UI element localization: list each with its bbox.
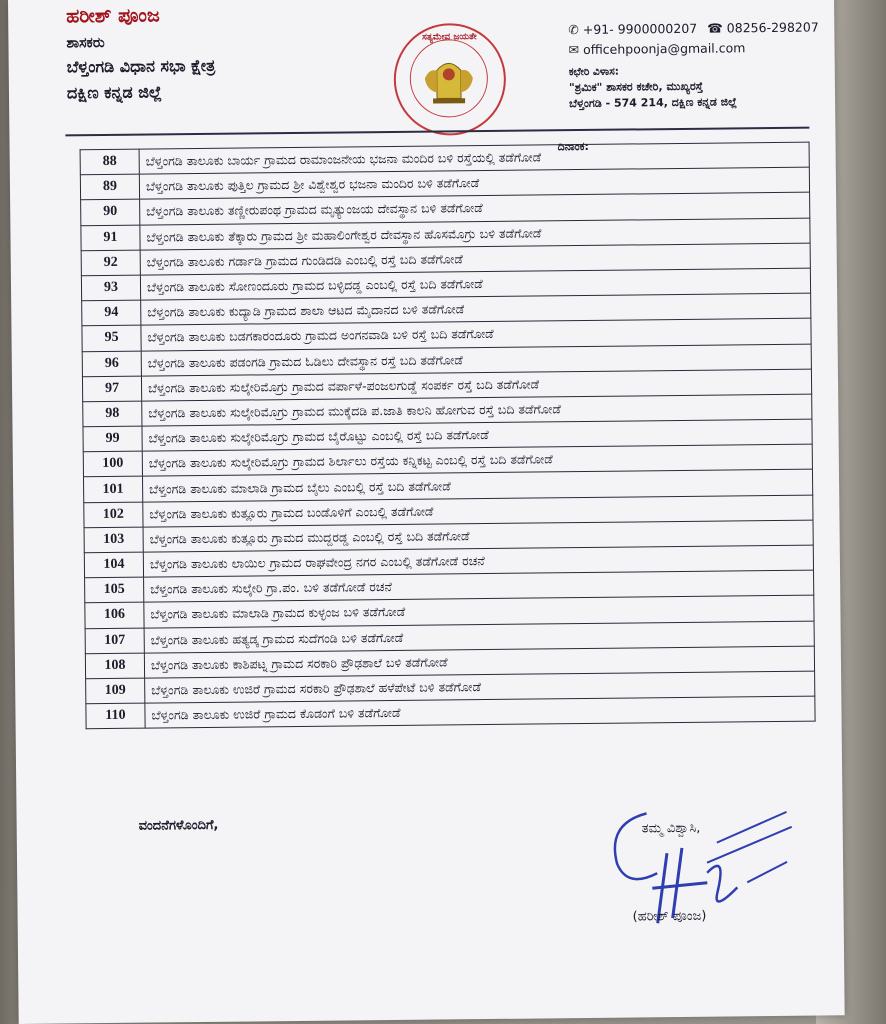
row-number: 103 xyxy=(84,527,143,553)
row-number: 92 xyxy=(81,250,140,276)
mobile-icon: ✆ xyxy=(568,22,579,38)
row-description: ಬೆಳ್ತಂಗಡಿ ತಾಲೂಕು ತಣ್ಣೀರುಪಂಥ ಗ್ರಾಮದ ಮೃತ್ಯುಂಜಯ ದೇವಸ್ಥಾನ ಬಳಿ ತಡೆಗೋಡೆ xyxy=(140,192,810,224)
row-description: ಬೆಳ್ತಂಗಡಿ ತಾಲೂಕು ಸುಲ್ಕೇರಿ ಗ್ರಾ.ಪಂ. ಬಳಿ ತಡೆಗೋಡೆ ರಚನೆ xyxy=(144,570,814,602)
row-description: ಬೆಳ್ತಂಗಡಿ ತಾಲೂಕು ಗರ್ಡಾಡಿ ಗ್ರಾಮದ ಗುಂಡಿದಡಿ ಎಂಬಲ್ಲಿ ರಸ್ತೆ ಬದಿ ತಡೆಗೋಡೆ xyxy=(140,243,810,275)
row-number: 107 xyxy=(85,628,144,654)
handwritten-signature xyxy=(596,792,798,954)
emblem-icon xyxy=(410,40,487,117)
row-number: 110 xyxy=(86,703,145,729)
row-description: ಬೆಳ್ತಂಗಡಿ ತಾಲೂಕು ಲಾಯಿಲ ಗ್ರಾಮದ ರಾಘವೇಂದ್ರ ನಗರ ಎಂಬಲ್ಲಿ ತಡೆಗೋಡೆ ರಚನೆ xyxy=(143,545,813,577)
mobile-number: +91- 9900000207 xyxy=(582,20,698,37)
row-description: ಬೆಳ್ತಂಗಡಿ ತಾಲೂಕು ಕುತ್ಲೂರು ಗ್ರಾಮದ ಮುದ್ದರಡ್ಡ ಎಂಬಲ್ಲಿ ರಸ್ತೆ ಬದಿ ತಡೆಗೋಡೆ xyxy=(143,520,813,552)
seal-text: ಸತ್ಯಮೇವ ಜಯತೇ xyxy=(422,32,477,43)
phone-number: 08256-298207 xyxy=(726,19,819,36)
row-number: 93 xyxy=(81,275,140,301)
signatory-name: (ಹರೀಶ್ ಪೂಂಜ) xyxy=(632,908,707,925)
row-description: ಬೆಳ್ತಂಗಡಿ ತಾಲೂಕು ತೆಕ್ಕಾರು ಗ್ರಾಮದ ಶ್ರೀ ಮಹಾಲಿಂಗೇಶ್ವರ ದೇವಸ್ಥಾನ ಹೊಸಮೊಗ್ರು ಬಳಿ ತಡೆಗೋಡೆ xyxy=(140,218,810,250)
row-number: 106 xyxy=(85,602,144,628)
row-description: ಬೆಳ್ತಂಗಡಿ ತಾಲೂಕು ಮಾಲಾಡಿ ಗ್ರಾಮದ ಬೈಲು ಎಂಬಲ್ಲಿ ರಸ್ತೆ ಬದಿ ತಡೆಗೋಡೆ xyxy=(142,470,812,502)
row-number: 105 xyxy=(85,577,144,603)
row-number: 96 xyxy=(82,351,141,377)
date-label: ದಿನಾಂಕ: xyxy=(557,139,589,154)
row-number: 94 xyxy=(82,300,141,326)
letter-page xyxy=(8,0,845,1024)
closing-salutation: ವಂದನೆಗಳೊಂದಿಗೆ, xyxy=(138,817,219,834)
row-number: 91 xyxy=(81,225,140,251)
row-number: 95 xyxy=(82,325,141,351)
row-number: 98 xyxy=(83,401,142,427)
row-number: 108 xyxy=(85,653,144,679)
works-table xyxy=(80,139,816,730)
row-description: ಬೆಳ್ತಂಗಡಿ ತಾಲೂಕು ಸುಲ್ಕೇರಿಮೊಗ್ರು ಗ್ರಾಮದ ಬೈರೊಟ್ಟು ಎಂಬಲ್ಲಿ ರಸ್ತೆ ಬದಿ ತಡೆಗೋಡೆ xyxy=(142,419,812,451)
government-seal xyxy=(393,23,506,136)
row-description: ಬೆಳ್ತಂಗಡಿ ತಾಲೂಕು ಸುಲ್ಕೇರಿಮೊಗ್ರು ಗ್ರಾಮದ ಮುಕ್ಕೆದಡಿ ಪ.ಜಾತಿ ಕಾಲನಿ ಹೋಗುವ ರಸ್ತೆ ಬದಿ ತಡೆಗೋಡೆ xyxy=(142,394,812,426)
row-number: 89 xyxy=(80,174,139,200)
phone-icon: ☎ xyxy=(707,20,723,36)
row-number: 104 xyxy=(84,552,143,578)
row-description: ಬೆಳ್ತಂಗಡಿ ತಾಲೂಕು ಕುದ್ಯಾಡಿ ಗ್ರಾಮದ ಶಾಲಾ ಆಟದ ಮೈದಾನದ ಬಳಿ ತಡೆಗೋಡೆ xyxy=(141,293,811,325)
row-description: ಬೆಳ್ತಂಗಡಿ ತಾಲೂಕು ಹತ್ಯಡ್ಕ ಗ್ರಾಮದ ಸುದೆಗಂಡಿ ಬಳಿ ತಡೆಗೋಡೆ xyxy=(144,621,814,653)
address-line-1: "ಶ್ರಮಿಕ" ಶಾಸಕರ ಕಚೇರಿ, ಮುಖ್ಯರಸ್ತೆ xyxy=(568,79,704,95)
row-description: ಬೆಳ್ತಂಗಡಿ ತಾಲೂಕು ಉಜಿರೆ ಗ್ರಾಮದ ಕೊಡಂಗೆ ಬಳಿ ತಡೆಗೋಡೆ xyxy=(145,696,815,728)
signoff: ತಮ್ಮ ವಿಶ್ವಾಸಿ, xyxy=(641,820,701,837)
row-number: 88 xyxy=(80,149,139,175)
row-number: 99 xyxy=(83,426,142,452)
email-address: officehpoonja@gmail.com xyxy=(582,40,746,57)
row-description: ಬೆಳ್ತಂಗಡಿ ತಾಲೂಕು ಕುತ್ಲೂರು ಗ್ರಾಮದ ಬಂಡೊಳಿಗೆ ಎಂಬಲ್ಲಿ ತಡೆಗೋಡೆ xyxy=(143,495,813,527)
seal-inner-ring xyxy=(409,39,488,118)
row-description: ಬೆಳ್ತಂಗಡಿ ತಾಲೂಕು ಸುಲ್ಕೇರಿಮೊಗ್ರು ಗ್ರಾಮದ ವರ್ಪಾಳೆ-ಪಂಜಲಗುಡ್ಡೆ ಸಂಪರ್ಕ ರಸ್ತೆ ಬದಿ ತಡೆಗೋಡೆ xyxy=(141,369,811,401)
row-description: ಬೆಳ್ತಂಗಡಿ ತಾಲೂಕು ಪುತ್ತಿಲ ಗ್ರಾಮದ ಶ್ರೀ ವಿಶ್ವೇಶ್ವರ ಭಜನಾ ಮಂದಿರ ಬಳಿ ತಡೆಗೋಡೆ xyxy=(139,167,809,199)
mail-icon: ✉ xyxy=(568,42,580,58)
letterhead-district: ದಕ್ಷಿಣ ಕನ್ನಡ ಜಿಲ್ಲೆ xyxy=(66,82,162,103)
row-description: ಬೆಳ್ತಂಗಡಿ ತಾಲೂಕು ಉಜಿರೆ ಗ್ರಾಮದ ಸರಕಾರಿ ಪ್ರೌಢಶಾಲೆ ಹಳೆಪೇಟೆ ಬಳಿ ತಡೆಗೋಡೆ xyxy=(145,671,815,703)
contact-phones xyxy=(568,20,819,38)
row-number: 100 xyxy=(83,451,142,477)
row-number: 90 xyxy=(81,200,140,226)
row-description: ಬೆಳ್ತಂಗಡಿ ತಾಲೂಕು ಸುಲ್ಕೇರಿಮೊಗ್ರು ಗ್ರಾಮದ ಶಿರ್ಲಾಲು ರಸ್ತೆಯ ಕನ್ನಿಕಟ್ಟ ಎಂಬಲ್ಲಿ ರಸ್ತೆ ಬದಿ ತಡೆಗೋಡೆ xyxy=(142,444,812,476)
row-number: 101 xyxy=(84,477,143,503)
row-description: ಬೆಳ್ತಂಗಡಿ ತಾಲೂಕು ಪಡಂಗಡಿ ಗ್ರಾಮದ ಓಡಿಲು ದೇವಸ್ಥಾನ ರಸ್ತೆ ಬದಿ ತಡೆಗೋಡೆ xyxy=(141,344,811,376)
address-label: ಕಛೇರಿ ವಿಳಾಸ: xyxy=(568,65,620,79)
row-number: 109 xyxy=(86,678,145,704)
letterhead-name: ಹರೀಶ್ ಪೂಂಜ xyxy=(66,4,160,28)
letterhead-constituency: ಬೆಳ್ತಂಗಡಿ ವಿಧಾನ ಸಭಾ ಕ್ಷೇತ್ರ xyxy=(66,55,216,77)
contact-email-line xyxy=(568,40,745,57)
row-number: 97 xyxy=(82,376,141,402)
row-description: ಬೆಳ್ತಂಗಡಿ ತಾಲೂಕು ಕಾಶಿಪಟ್ನ ಗ್ರಾಮದ ಸರಕಾರಿ ಪ್ರೌಢಶಾಲೆ ಬಳಿ ತಡೆಗೋಡೆ xyxy=(144,646,814,678)
address-line-2: ಬೆಳ್ತಂಗಡಿ - 574 214, ದಕ್ಷಿಣ ಕನ್ನಡ ಜಿಲ್ಲೆ xyxy=(569,95,738,111)
row-number: 102 xyxy=(84,502,143,528)
row-description: ಬೆಳ್ತಂಗಡಿ ತಾಲೂಕು ಬಾರ್ಯ ಗ್ರಾಮದ ರಾಮಾಂಜನೇಯ ಭಜನಾ ಮಂದಿರ ಬಳಿ ರಸ್ತೆಯಲ್ಲಿ ತಡೆಗೋಡೆ xyxy=(139,142,809,174)
row-description: ಬೆಳ್ತಂಗಡಿ ತಾಲೂಕು ಬಡಗಕಾರಂದೂರು ಗ್ರಾಮದ ಅಂಗನವಾಡಿ ಬಳಿ ರಸ್ತೆ ಬದಿ ತಡೆಗೋಡೆ xyxy=(141,318,811,350)
letterhead-designation: ಶಾಸಕರು xyxy=(66,34,105,52)
row-description: ಬೆಳ್ತಂಗಡಿ ತಾಲೂಕು ಸೋಣಂದೂರು ಗ್ರಾಮದ ಬಳ್ಳಿದಡ್ಡ ಎಂಬಲ್ಲಿ ರಸ್ತೆ ಬದಿ ತಡೆಗೋಡೆ xyxy=(140,268,810,300)
row-description: ಬೆಳ್ತಂಗಡಿ ತಾಲೂಕು ಮಾಲಾಡಿ ಗ್ರಾಮದ ಕುಳ್ಳಂಜ ಬಳಿ ತಡೆಗೋಡೆ xyxy=(144,595,814,627)
